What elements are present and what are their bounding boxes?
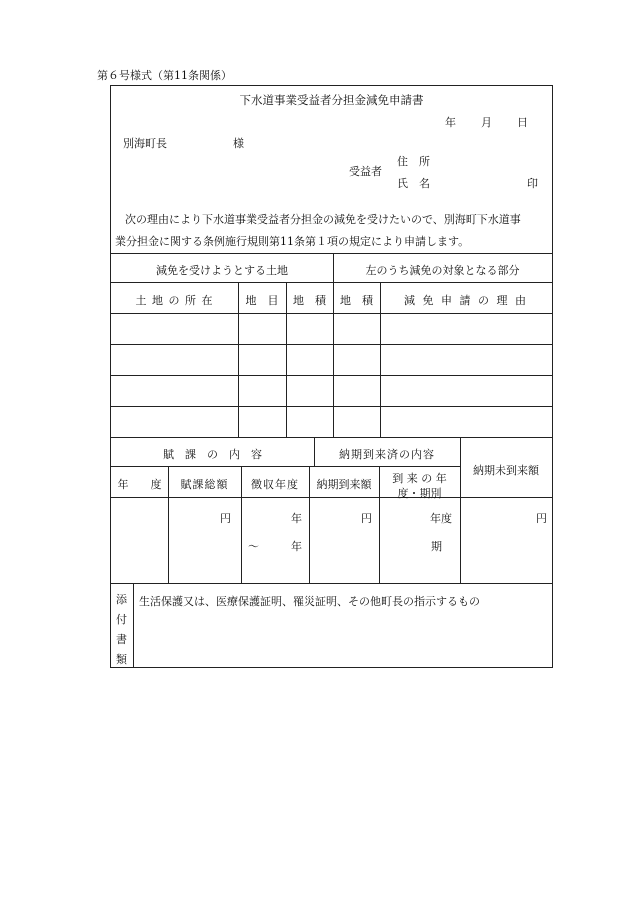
body-text-line1: 次の理由により下水道事業受益者分担金の減免を受けたいので、別海町下水道事: [125, 213, 521, 226]
unit-year-from: 年: [291, 512, 302, 525]
unit-yen-total: 円: [220, 512, 231, 525]
addressee-name: 別海町長: [123, 137, 167, 150]
applicant-label: 受益者: [349, 165, 382, 178]
attachments-label-2: 付: [116, 613, 127, 626]
col-land-location: 土 地 の 所 在: [135, 294, 214, 307]
unpaid-header: 納期未到来額: [473, 464, 539, 477]
col-arrival-year-line2: 度・期別: [397, 487, 442, 500]
tilde-mark: 〜: [248, 540, 259, 553]
date-year-label: 年: [445, 116, 456, 129]
col-arrival-year-line1: 到 来 の 年: [392, 472, 447, 485]
body-text-line2: 業分担金に関する条例施行規則第11条第１項の規定により申請します。: [115, 235, 470, 248]
name-label: 氏 名: [397, 177, 430, 190]
unit-yen-unpaid: 円: [536, 512, 547, 525]
attachments-label-1: 添: [116, 593, 127, 606]
attachments-text: 生活保護又は、医療保護証明、罹災証明、その他町長の指示するもの: [139, 595, 480, 608]
unit-year-to: 年: [291, 540, 302, 553]
form-number-label: 第６号様式（第11条関係）: [97, 69, 232, 82]
reduction-target-header: 左のうち減免の対象となる部分: [365, 264, 520, 277]
date-month-label: 月: [481, 116, 492, 129]
land-applied-header: 減免を受けようとする土地: [156, 264, 288, 277]
col-fiscal-year: 年 度: [117, 478, 162, 491]
col-collection-year: 徴収年度: [251, 478, 299, 491]
col-paid-amount: 納期到来額: [316, 478, 372, 491]
unit-fiscal-year: 年度: [430, 512, 452, 525]
attachments-label-3: 書: [116, 633, 127, 646]
col-land-category: 地 目: [245, 294, 279, 307]
unit-period: 期: [431, 540, 442, 553]
attachments-label-4: 類: [116, 653, 127, 666]
form-title: 下水道事業受益者分担金減免申請書: [239, 93, 424, 107]
address-label: 住 所: [397, 155, 430, 168]
unit-yen-paid: 円: [361, 512, 372, 525]
seal-mark: 印: [527, 177, 538, 190]
date-day-label: 日: [517, 116, 528, 129]
col-total-assessment: 賦課総額: [180, 478, 229, 491]
col-reduction-reason: 減 免 申 請 の 理 由: [404, 294, 528, 307]
col-target-area: 地 積: [340, 294, 373, 307]
assessment-header: 賦 課 の 内 容: [163, 448, 262, 461]
application-form: [110, 85, 553, 668]
addressee-honorific: 様: [233, 137, 244, 150]
col-land-area: 地 積: [293, 294, 326, 307]
paid-header: 納期到来済の内容: [339, 448, 435, 461]
